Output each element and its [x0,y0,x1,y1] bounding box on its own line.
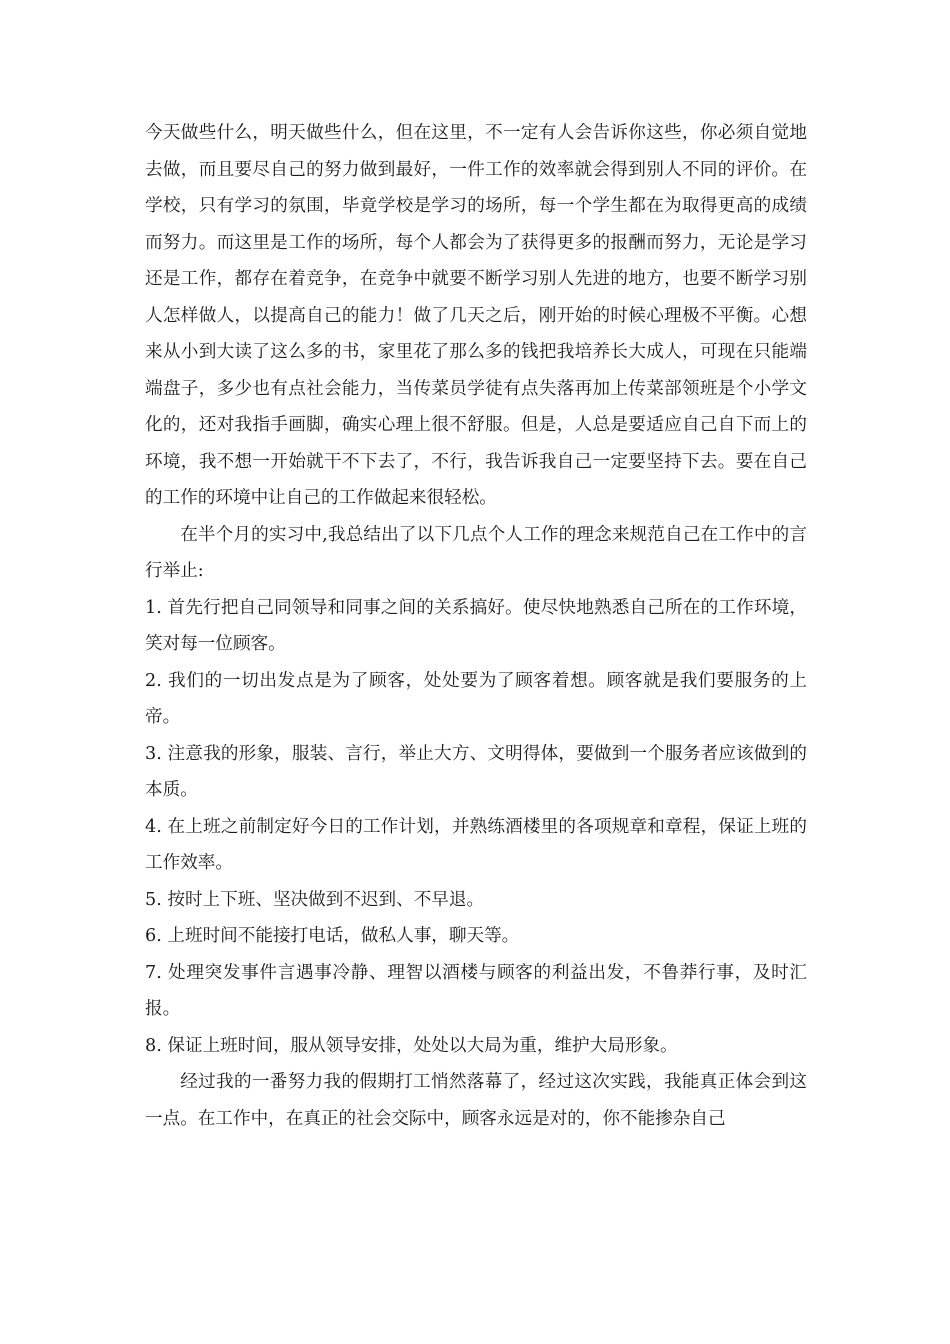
list-item-3: 3. 注意我的形象，服装、言行，举止大方、文明得体，要做到一个服务者应该做到的本质。 [145,743,807,800]
list-item-5: 5. 按时上下班、坚决做到不迟到、不早退。 [145,889,485,910]
list-item-7: 7. 处理突发事件言遇事冷静、理智以酒楼与顾客的利益出发，不鲁莽行事，及时汇报。 [145,962,807,1019]
list-item-4: 4. 在上班之前制定好今日的工作计划，并熟练酒楼里的各项规章和章程，保证上班的工作效率。 [145,816,807,873]
list-item-1: 1. 首先行把自己同领导和同事之间的关系搞好。使尽快地熟悉自己所在的工作环境，笑对每一位顾客。 [145,597,807,654]
list-item-8: 8. 保证上班时间，服从领导安排，处处以大局为重，维护大局形象。 [145,1035,678,1056]
body-paragraph-1: 今天做些什么，明天做些什么，但在这里，不一定有人会告诉你这些，你必须自觉地去做，而且要尽自己的努力做到最好，一件工作的效率就会得到别人不同的评价。在学校，只有学习的氛围，毕竟学校是学习的场所，每一个学生都在为取得更高的成绩而努力。而这里是工作的场所，每个人都会为了获得更多的报酬而努力，无论是学习还是工作，都存在着竞争，在竞争中就要不断学习别人先进的地方，也要不断学习别人怎样做人，以提高自己的能力！做了几天之后，刚开始的时候心理极不平衡。心想来从小到大读了这么多的书，家里花了那么多的钱把我培养长大成人，可现在只能端端盘子，多少也有点社会能力，当传菜员学徒有点失落再加上传菜部领班是个小学文化的，还对我指手画脚，确实心理上很不舒服。但是，人总是要适应自己自下而上的环境，我不想一开始就干不下去了，不行，我告诉我自己一定要坚持下去。要在自己的工作的环境中让自己的工作做起来很轻松。 [145,123,807,508]
body-paragraph-3: 经过我的一番努力我的假期打工悄然落幕了，经过这次实践，我能真正体会到这一点。在工作中，在真正的社会交际中，顾客永远是对的，你不能掺杂自己 [145,1072,807,1129]
list-item-6: 6. 上班时间不能接打电话，做私人事，聊天等。 [145,926,520,946]
document-body [145,115,807,1137]
body-paragraph-2: 在半个月的实习中,我总结出了以下几点个人工作的理念来规范自己在工作中的言行举止: [145,524,807,581]
list-item-2: 2. 我们的一切出发点是为了顾客，处处要为了顾客着想。顾客就是我们要服务的上帝。 [145,670,807,727]
